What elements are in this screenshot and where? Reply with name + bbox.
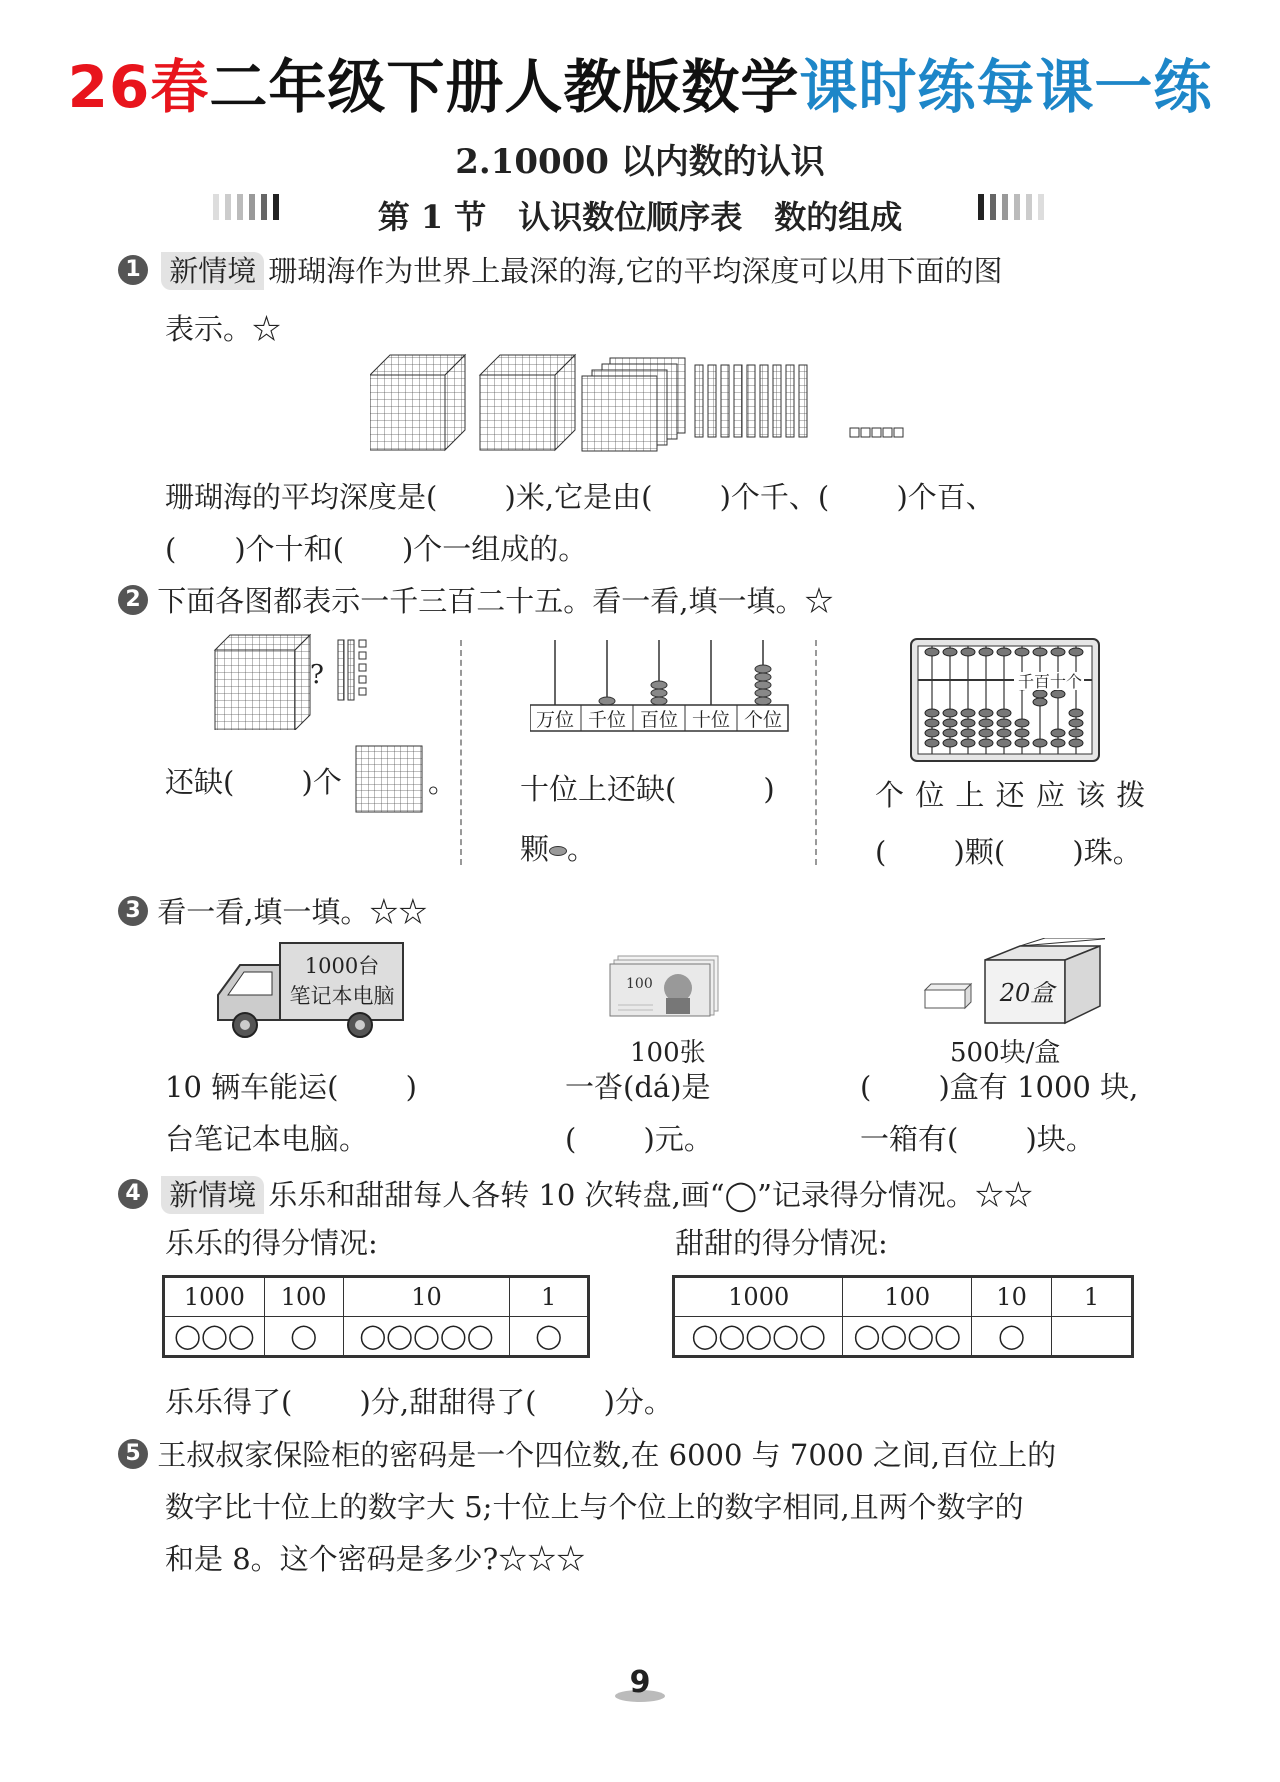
abacus-label-shi: 十位 bbox=[691, 709, 731, 731]
page-number: 9 bbox=[629, 1665, 651, 1700]
q3-a2-line2: ( )元。 bbox=[565, 1122, 713, 1156]
q5-line3: 和是 8。这个密码是多少?☆☆☆ bbox=[165, 1542, 586, 1576]
q3-line bbox=[118, 885, 427, 939]
q1-answer-line2: ( )个十和( )个一组成的。 bbox=[165, 532, 588, 566]
chapter-heading: 2.10000 以内数的认识 bbox=[455, 142, 825, 182]
q3-text: 看一看,填一填。☆☆ bbox=[157, 895, 428, 929]
thousand-cube-1 bbox=[370, 355, 465, 450]
q3-box bbox=[915, 938, 1105, 1028]
q3-a1-line1: 10 辆车能运( ) bbox=[165, 1070, 417, 1104]
thousand-cube-2 bbox=[480, 355, 575, 450]
header-cell: 1000 bbox=[674, 1277, 843, 1317]
q4-text: 乐乐和甜甜每人各转 10 次转盘,画“◯”记录得分情况。☆☆ bbox=[268, 1178, 1033, 1212]
mark-cell: ◯◯◯◯ bbox=[843, 1317, 972, 1357]
q3-a3-line1: ( )盒有 1000 块, bbox=[860, 1070, 1139, 1104]
title-red: 26春 bbox=[67, 53, 210, 121]
header-cell: 1 bbox=[1052, 1277, 1133, 1317]
q4-tag: 新情境 bbox=[161, 1176, 264, 1214]
tiantian-score-table bbox=[672, 1275, 1134, 1358]
tiantian-title: 甜甜的得分情况: bbox=[675, 1226, 888, 1260]
header-cell: 10 bbox=[972, 1277, 1052, 1317]
abacus-label-ge: 个位 bbox=[743, 709, 783, 731]
q2-part3-line2: ( )颗( )珠。 bbox=[875, 835, 1142, 869]
q1-text: 珊瑚海作为世界上最深的海,它的平均深度可以用下面的图 bbox=[268, 254, 1003, 288]
table-row bbox=[674, 1317, 1133, 1357]
header-cell: 1 bbox=[510, 1277, 589, 1317]
q2-part1-end: 。 bbox=[428, 765, 458, 799]
q1-line1 bbox=[118, 244, 1002, 298]
mark-cell: ◯ bbox=[264, 1317, 343, 1357]
truck-label-2: 笔记本电脑 bbox=[289, 984, 395, 1008]
mark-cell: ◯ bbox=[510, 1317, 589, 1357]
q2-part2-line2 bbox=[520, 822, 596, 876]
q2-part1-answer bbox=[165, 755, 342, 809]
q5-text-1: 王叔叔家保险柜的密码是一个四位数,在 6000 与 7000 之间,百位上的 bbox=[157, 1438, 1057, 1472]
q4-line bbox=[118, 1168, 1033, 1222]
hundred-flats bbox=[582, 358, 685, 451]
truck-label-1: 1000台 bbox=[304, 954, 380, 978]
page-title bbox=[0, 40, 1280, 124]
q2-part2-line1: 十位上还缺( ) bbox=[520, 772, 775, 806]
q2-text: 下面各图都表示一千三百二十五。看一看,填一填。☆ bbox=[157, 584, 834, 618]
q5-number: 5 bbox=[118, 1439, 148, 1469]
q2-part2-bead-text: 颗 bbox=[520, 832, 550, 866]
q2-part3-line1: 个 位 上 还 应 该 拨 bbox=[875, 778, 1147, 812]
q2-divider-2 bbox=[815, 640, 817, 865]
q2-divider-1 bbox=[460, 640, 462, 865]
mark-cell bbox=[1052, 1317, 1133, 1357]
q4-number: 4 bbox=[118, 1179, 148, 1209]
q2-line bbox=[118, 574, 833, 628]
ten-rods bbox=[695, 365, 807, 437]
q3-truck bbox=[210, 940, 405, 1040]
section-bars-right bbox=[975, 194, 1047, 220]
q3-a2-line1: 一沓(dá)是 bbox=[565, 1070, 711, 1104]
table-row bbox=[164, 1277, 589, 1317]
q3-a1-line2: 台笔记本电脑。 bbox=[165, 1122, 369, 1156]
lele-score-table bbox=[162, 1275, 590, 1358]
title-blue: 课时练每课一练 bbox=[799, 53, 1213, 121]
q2-number: 2 bbox=[118, 585, 148, 615]
table-row bbox=[164, 1317, 589, 1357]
q1-tag: 新情境 bbox=[161, 252, 264, 290]
header-cell: 100 bbox=[843, 1277, 972, 1317]
header-cell: 100 bbox=[264, 1277, 343, 1317]
header-cell: 10 bbox=[343, 1277, 510, 1317]
q3-a3-line2: 一箱有( )块。 bbox=[860, 1122, 1095, 1156]
money-count: 100张 bbox=[630, 1038, 706, 1068]
abacus-label-qian: 千位 bbox=[587, 709, 627, 731]
box-caption: 500块/盒 bbox=[950, 1038, 1061, 1068]
suanpan-labels: 千百十个 bbox=[1017, 672, 1083, 691]
abacus-label-wan: 万位 bbox=[535, 709, 575, 731]
q2-counting-frame bbox=[530, 635, 790, 735]
unit-cubes bbox=[850, 428, 903, 437]
q2-hundred-flat bbox=[355, 745, 427, 815]
mark-cell: ◯ bbox=[972, 1317, 1052, 1357]
abacus-label-bai: 百位 bbox=[639, 709, 679, 731]
q5-line2: 数字比十位上的数字大 5;十位上与个位上的数字相同,且两个数字的 bbox=[165, 1490, 1024, 1524]
lele-title: 乐乐的得分情况: bbox=[165, 1226, 378, 1260]
header-cell: 1000 bbox=[164, 1277, 265, 1317]
box-label: 20盒 bbox=[999, 979, 1055, 1007]
table-row bbox=[674, 1277, 1133, 1317]
q2-suanpan bbox=[910, 638, 1100, 763]
q2-part2-end: 。 bbox=[567, 832, 597, 866]
q1-answer-line1: 珊瑚海的平均深度是( )米,它是由( )个千、( )个百、 bbox=[165, 480, 995, 514]
q1-line2: 表示。☆ bbox=[165, 312, 282, 346]
mark-cell: ◯◯◯ bbox=[164, 1317, 265, 1357]
q1-base-ten-blocks bbox=[370, 350, 910, 455]
banknote-value: 100 bbox=[626, 976, 653, 992]
q1-number: 1 bbox=[118, 255, 148, 285]
mark-cell: ◯◯◯◯◯ bbox=[343, 1317, 510, 1357]
mark-cell: ◯◯◯◯◯ bbox=[674, 1317, 843, 1357]
section-heading: 第 1 节 认识数位顺序表 数的组成 bbox=[377, 198, 903, 236]
q5-line1 bbox=[118, 1428, 1056, 1482]
q4-answer: 乐乐得了( )分,甜甜得了( )分。 bbox=[165, 1385, 673, 1419]
q2-question-mark: ? bbox=[310, 660, 324, 690]
bead-icon bbox=[549, 846, 567, 856]
q3-number: 3 bbox=[118, 896, 148, 926]
title-black: 二年级下册人教版数学 bbox=[209, 53, 800, 121]
q2-part1-text: 还缺( )个 bbox=[165, 765, 342, 799]
q3-banknotes bbox=[608, 950, 723, 1020]
